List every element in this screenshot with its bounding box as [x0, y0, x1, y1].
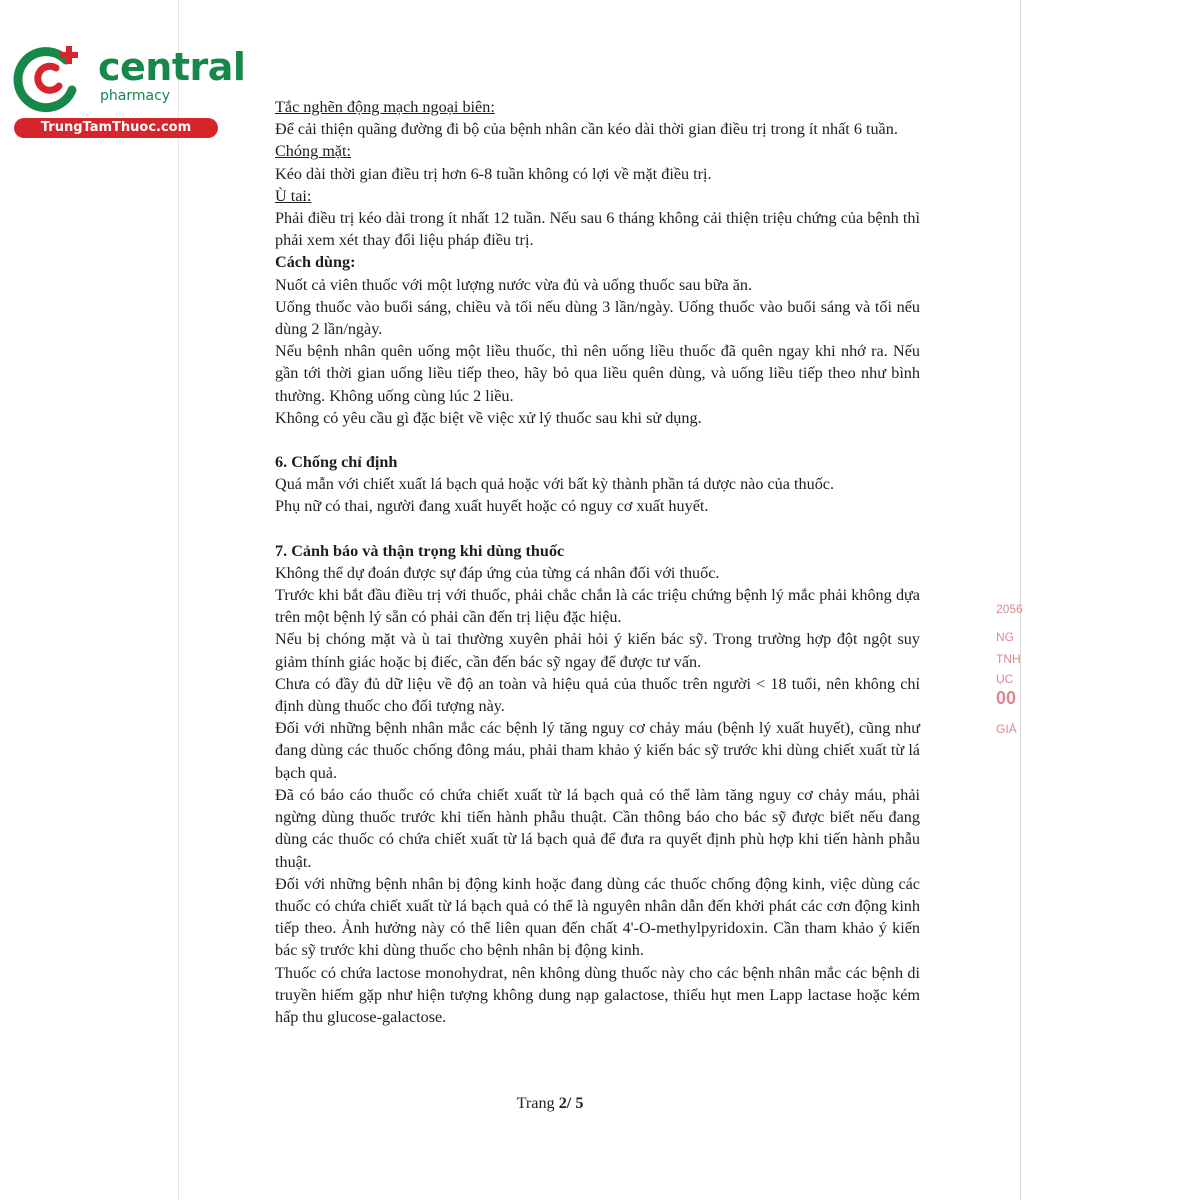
- stamp-text: TNH: [996, 652, 1021, 666]
- stamp-text: NG: [996, 630, 1014, 644]
- logo-site: TrungTamThuoc.com: [14, 118, 218, 138]
- paragraph: Không thể dự đoán được sự đáp ứng của từng cá nhân đối với thuốc.: [275, 563, 720, 582]
- paragraph: Phải điều trị kéo dài trong ít nhất 12 tuần. Nếu sau 6 tháng không cải thiện triệu chứng của bệnh thì phải xem xét thay đổi liệu pháp điều trị.: [275, 209, 920, 250]
- logo-subtitle: pharmacy: [100, 88, 171, 104]
- paragraph: Trước khi bắt đầu điều trị với thuốc, phải chắc chắn là các triệu chứng bệnh lý mắc phải không dựa trên một bệnh lý sẵn có phải cần đến trị liệu đặc hiệu.: [275, 586, 920, 627]
- page-label: Trang: [516, 1094, 555, 1112]
- paragraph: Nếu bị chóng mặt và ù tai thường xuyên phải hỏi ý kiến bác sỹ. Trong trường hợp đột ngột suy giảm thính giác hoặc bị điếc, cần đến bác sỹ ngay để được tư vấn.: [275, 630, 920, 671]
- paragraph: Đã có báo cáo thuốc có chứa chiết xuất từ lá bạch quả có thể làm tăng nguy cơ chảy máu, phải ngừng dùng thuốc trước khi tiến hành phẫu thuật. Cần thông báo cho bác sỹ được biết nếu đang dùng các thuốc có chứa chiết xuất từ lá bạch quả để đưa ra quyết định phù hợp khi tiến hành phẫu thuật.: [275, 785, 920, 871]
- section-title-warnings: 7. Cảnh báo và thận trọng khi dùng thuốc: [275, 541, 565, 560]
- spacer: [275, 518, 920, 540]
- paragraph: Để cải thiện quãng đường đi bộ của bệnh nhân cần kéo dài thời gian điều trị trong ít nhất 6 tuần.: [275, 120, 898, 139]
- paragraph: Đối với những bệnh nhân mắc các bệnh lý tăng nguy cơ chảy máu (bệnh lý xuất huyết), cũng như đang dùng các thuốc chống đông máu, phải tham khảo ý kiến bác sỹ trước khi dùng chiết xuất từ lá bạch quả.: [275, 719, 920, 782]
- central-pharmacy-logo[interactable]: [10, 38, 246, 138]
- stamp-text: ỤC: [996, 672, 1014, 686]
- stamp-text: 00: [996, 688, 1017, 708]
- left-margin: [0, 0, 179, 1200]
- paragraph: Không có yêu cầu gì đặc biệt về việc xử lý thuốc sau khi sử dụng.: [275, 408, 702, 427]
- paragraph: Phụ nữ có thai, người đang xuất huyết hoặc có nguy cơ xuất huyết.: [275, 497, 709, 516]
- paragraph: Uống thuốc vào buổi sáng, chiều và tối nếu dùng 3 lần/ngày. Uống thuốc vào buổi sáng và tối nếu dùng 2 lần/ngày.: [275, 297, 920, 339]
- paragraph: Nếu bệnh nhân quên uống một liều thuốc, thì nên uống liều thuốc đã quên ngay khi nhớ ra. Nếu gần tới thời gian uống liều tiếp theo, hãy bỏ qua liều quên dùng, và uống liều tiếp theo như bình thường. Không uống cùng lúc 2 liều.: [275, 342, 920, 405]
- paragraph: Thuốc có chứa lactose monohydrat, nên không dùng thuốc này cho các bệnh nhân mắc các bệnh di truyền hiếm gặp như hiện tượng không dung nạp galactose, thiếu hụt men Lapp lactase hoặc kém hấp thu glucose-galactose.: [275, 963, 920, 1026]
- pharmacy-cross-icon: [10, 38, 90, 118]
- stamp-text: GIÁ: [996, 722, 1017, 736]
- page-number: [0, 1094, 1100, 1113]
- paragraph: Chưa có đầy đủ dữ liệu về độ an toàn và hiệu quả của thuốc trên người < 18 tuổi, nên không chỉ định dùng thuốc cho đối tượng này.: [275, 674, 920, 716]
- paragraph: Đối với những bệnh nhân bị động kinh hoặc đang dùng các thuốc chống động kinh, việc dùng các thuốc có chứa chiết xuất từ lá bạch quả có thể là nguyên nhân dẫn đến khởi phát các cơn động kinh tiếp theo. Ảnh hưởng này có thể liên quan đến chất 4'-O-methylpyridoxin. Cần tham khảo ý kiến bác sỹ trước khi dùng thuốc cho bệnh nhân bị động kinh.: [275, 874, 920, 960]
- document-body: [275, 96, 920, 1028]
- paragraph: Nuốt cả viên thuốc với một lượng nước vừa đủ và uống thuốc sau bữa ăn.: [275, 275, 753, 294]
- heading-tinnitus: Ù tai:: [275, 186, 312, 205]
- stamp-text: 2056: [996, 602, 1023, 616]
- logo-brand: central: [98, 45, 246, 89]
- approval-stamp: [990, 596, 1030, 746]
- heading-peripheral: Tắc nghẽn động mạch ngoại biên:: [275, 98, 495, 116]
- heading-usage: Cách dùng:: [275, 253, 356, 272]
- spacer: [275, 429, 920, 451]
- section-title-contraindications: 6. Chống chỉ định: [275, 453, 398, 472]
- heading-dizziness: Chóng mặt:: [275, 142, 351, 161]
- paragraph: Kéo dài thời gian điều trị hơn 6-8 tuần không có lợi về mặt điều trị.: [275, 164, 712, 183]
- paragraph: Quá mẫn với chiết xuất lá bạch quả hoặc với bất kỳ thành phần tá dược nào của thuốc.: [275, 475, 835, 494]
- page-count: 2/ 5: [558, 1094, 584, 1112]
